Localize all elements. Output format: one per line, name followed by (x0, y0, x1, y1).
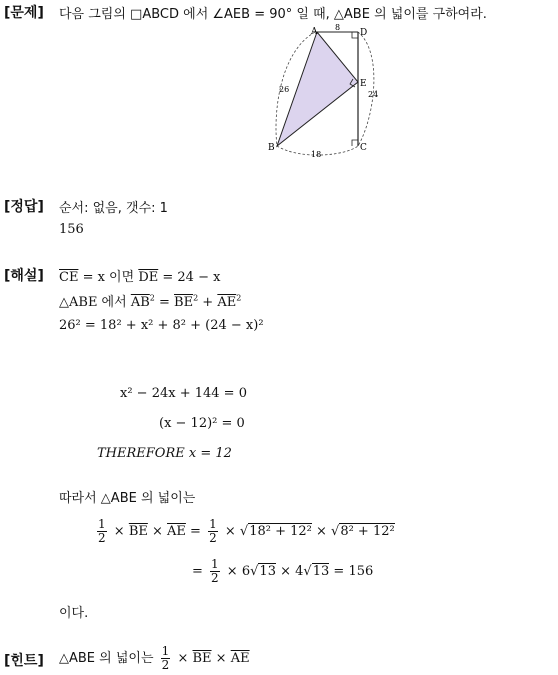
calc1-radicand-2: 8² + 12² (340, 524, 395, 540)
hint-be: $\overline{BE}$ (192, 651, 212, 667)
length-ce: 24 (368, 90, 379, 99)
point-b: B (268, 143, 275, 153)
line2-intro: △ABE 에서 (59, 295, 131, 310)
right-angle-c (352, 140, 358, 146)
solution-label: [해설] (4, 268, 44, 284)
hint-ae: $\overline{AE}$ (230, 651, 250, 667)
line2-plus: + (198, 295, 218, 310)
geometry-figure (265, 22, 395, 162)
segment-de: $\overline{DE}$ (138, 270, 159, 285)
problem-text: 다음 그림의 □ABCD 에서 ∠AEB = 90° 일 때, △ABE 의 넓이를 구하여라. (59, 7, 487, 22)
equation-1: x² − 24x + 144 = 0 (120, 386, 247, 401)
segment-ab: $\overline{AB}$ (130, 295, 150, 310)
problem-label: [문제] (4, 5, 44, 21)
length-ad: 8 (335, 23, 341, 32)
line2-eq: = (154, 295, 175, 310)
conclusion-intro: 따라서 △ABE 의 넓이는 (59, 491, 196, 506)
point-e: E (360, 79, 367, 89)
answer-label: [정답] (4, 199, 44, 215)
point-a: A (311, 27, 318, 37)
calc1-ae: $\overline{AE}$ (167, 524, 186, 540)
solution-end: 이다. (59, 606, 89, 621)
point-d: D (360, 28, 368, 38)
hint-text: △ABE 의 넓이는 $\frac{1}{2}$ × $\overline{BE} \times \overline{AE}$ (59, 644, 250, 673)
length-ab: 26 (279, 85, 290, 94)
solution-line-3: 26² = 18² + x² + 8² + (24 − x)² (59, 318, 264, 333)
calc-line-1: $\frac{1}{2}$ × $\overline{BE} \times \overline{AE}$ = $\frac{1}{2}$ × √18² + 12² × √8² + 12² (98, 517, 395, 546)
calc1-be: $\overline{BE}$ (128, 524, 148, 540)
segment-ce: $\overline{CE}$ (59, 270, 79, 285)
segment-be: $\overline{BE}$ (174, 295, 194, 310)
segment-ae: $\overline{AE}$ (217, 295, 237, 310)
answer-value: 156 (59, 222, 84, 237)
hint-intro: △ABE 의 넓이는 (59, 651, 154, 667)
calc1-radicand-1: 18² + 12² (249, 524, 312, 540)
right-angle-d (352, 32, 358, 38)
point-c: C (360, 143, 367, 153)
equation-2: (x − 12)² = 0 (159, 416, 245, 431)
equation-3: THEREFORE x = 12 (97, 446, 232, 461)
line1-part-b: = x 이면 (78, 270, 139, 285)
hint-label: [힌트] (4, 653, 44, 669)
solution-line-1 (59, 266, 220, 285)
answer-meta: 순서: 없음, 갯수: 1 (59, 201, 168, 216)
calc-line-2: = $\frac{1}{2}$ × 6√13 × 4√13 = 156 (192, 557, 374, 586)
solution-line-2: △ABE 에서 $\overline{AB}^2 = \overline{BE}^2 + \overline{AE}^2$ (59, 293, 242, 310)
calc-result: 156 (348, 564, 374, 580)
line1-part-d: = 24 − x (158, 270, 221, 285)
length-bc: 18 (311, 150, 322, 159)
